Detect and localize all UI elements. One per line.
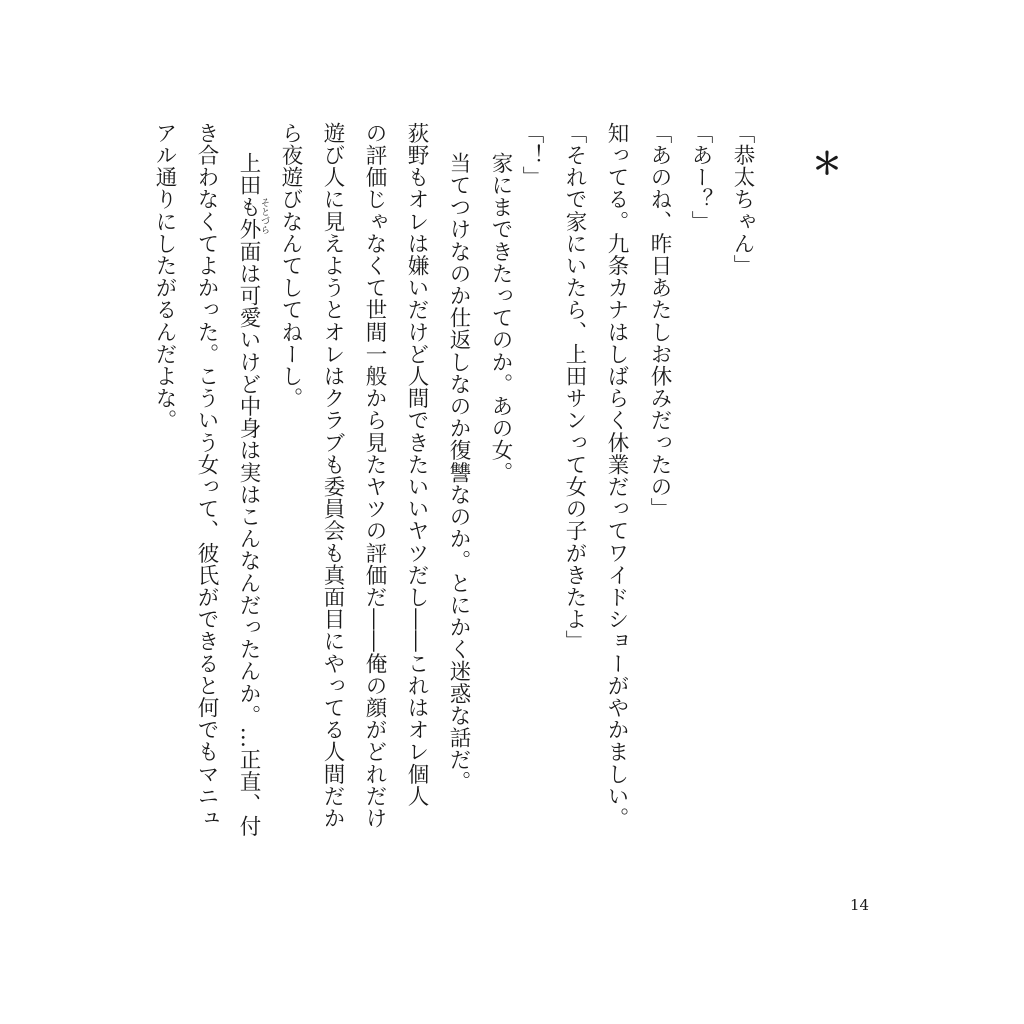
text-line-5: 「それで家にいたら、上田サンって女の子がきたよ」 (562, 122, 587, 653)
text-line-11: 遊び人に見えようとオレはクラブも委員会も真面目にやってる人間だか (320, 122, 345, 830)
text-line-15: アル通りにしたがるんだよな。 (152, 122, 177, 432)
text-line-14: き合わなくてよかった。こういう女って、彼氏ができると何でもマニュ (194, 122, 219, 830)
text-line-3: 「あのね、昨日あたしお休みだったの」 (647, 122, 672, 520)
text-line-9: 荻野もオレは嫌いだけど人間できたいいヤツだし――これはオレ個人 (404, 122, 429, 808)
text-line-1: 「恭太ちゃん」 (730, 122, 755, 277)
furigana-sotozura: そとづら (259, 198, 269, 234)
text-line-8: 当てつけなのか仕返しなのか復讐なのか。とにかく迷惑な話だ。 (446, 152, 471, 793)
page-number: 14 (850, 896, 870, 914)
text-line-7: 家にまできたってのか。あの女。 (488, 152, 513, 484)
text-line-2: 「あー？」 (688, 122, 713, 233)
section-break-asterisk: ＊ (812, 147, 842, 182)
text-line-6: 「！」 (519, 122, 544, 189)
text-line-10: の評価じゃなくて世間一般から見たヤツの評価だ――俺の顔がどれだけ (362, 122, 387, 830)
text-line-12: ら夜遊びなんてしてねーし。 (278, 122, 303, 410)
text-line-13: 上田も外面は可愛いけど中身は実はこんなんだったんか。…正直、付 (236, 152, 261, 838)
text-line-4: 知ってる。九条カナはしばらく休業だってワイドショーがやかましい。 (604, 122, 629, 830)
